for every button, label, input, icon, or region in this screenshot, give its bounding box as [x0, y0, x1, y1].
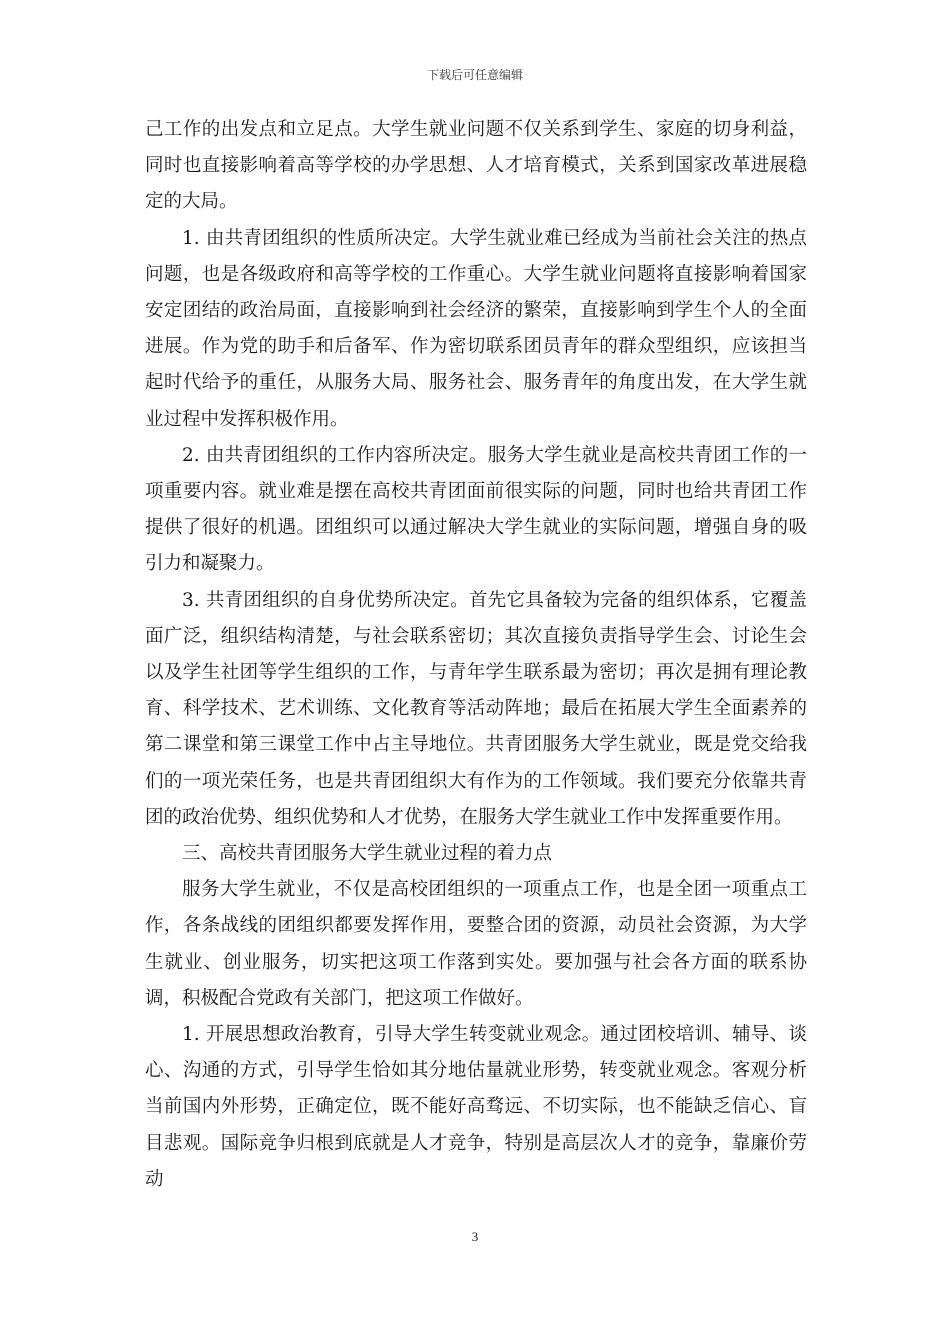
page-number: 3	[471, 1229, 479, 1244]
paragraph-point-1: 1. 由共青团组织的性质所决定。大学生就业难已经成为当前社会关注的热点问题，也是各级政府和高等学校的工作重心。大学生就业问题将直接影响着国家安定团结的政治局面，直接影响到社会经济的繁荣，直接影响到学生个人的全面进展。作为党的助手和后备军、作为密切联系团员青年的群众型组织，应该担当起时代给予的重任，从服务大局、服务社会、服务青年的角度出发，在大学生就业过程中发挥积极作用。	[145, 227, 807, 430]
paragraph-section-intro: 服务大学生就业，不仅是高校团组织的一项重点工作，也是全团一项重点工作，各条战线的团组织都要发挥作用，要整合团的资源，动员社会资源，为大学生就业、创业服务，切实把这项工作落到实处。要加强与社会各方面的联系协调，积极配合党政有关部门，把这项工作做好。	[145, 879, 807, 1009]
paragraph-point-2: 2. 由共青团组织的工作内容所决定。服务大学生就业是高校共青团工作的一项重要内容。就业难是摆在高校共青团面前很实际的问题，同时也给共青团工作提供了很好的机遇。团组织可以通过解决大学生就业的实际问题，增强自身的吸引力和凝聚力。	[145, 444, 807, 575]
section-heading: 三、高校共青团服务大学生就业过程的着力点	[182, 843, 553, 865]
paragraph-measure-1: 1. 开展思想政治教育，引导大学生转变就业观念。通过团校培训、辅导、谈心、沟通的方式，引导学生恰如其分地估量就业形势，转变就业观念。客观分析当前国内外形势，正确定位，既不能好高骛远、不切实际，也不能缺乏信心、盲目悲观。国际竞争归根到底就是人才竞争，特别是高层次人才的竞争，靠廉价劳动	[145, 1024, 807, 1190]
paragraph-point-3: 3. 共青团组织的自身优势所决定。首先它具备较为完备的组织体系，它覆盖面广泛，组织结构清楚，与社会联系密切；其次直接负责指导学生会、讨论生会以及学生社团等学生组织的工作，与青年学生联系最为密切；再次是拥有理论教育、科学技术、艺术训练、文化教育等活动阵地；最后在拓展大学生全面素养的第二课堂和第三课堂工作中占主导地位。共青团服务大学生就业，既是党交给我们的一项光荣任务，也是共青团组织大有作为的工作领域。我们要充分依靠共青团的政治优势、组织优势和人才优势，在服务大学生就业工作中发挥重要作用。	[145, 589, 807, 828]
page-header: 下载后可任意编辑	[426, 68, 523, 82]
document-body	[145, 112, 807, 1198]
paragraph-continuation: 己工作的出发点和立足点。大学生就业问题不仅关系到学生、家庭的切身利益，同时也直接影响着高等学校的办学思想、人才培育模式，关系到国家改革进展稳定的大局。	[145, 119, 807, 213]
